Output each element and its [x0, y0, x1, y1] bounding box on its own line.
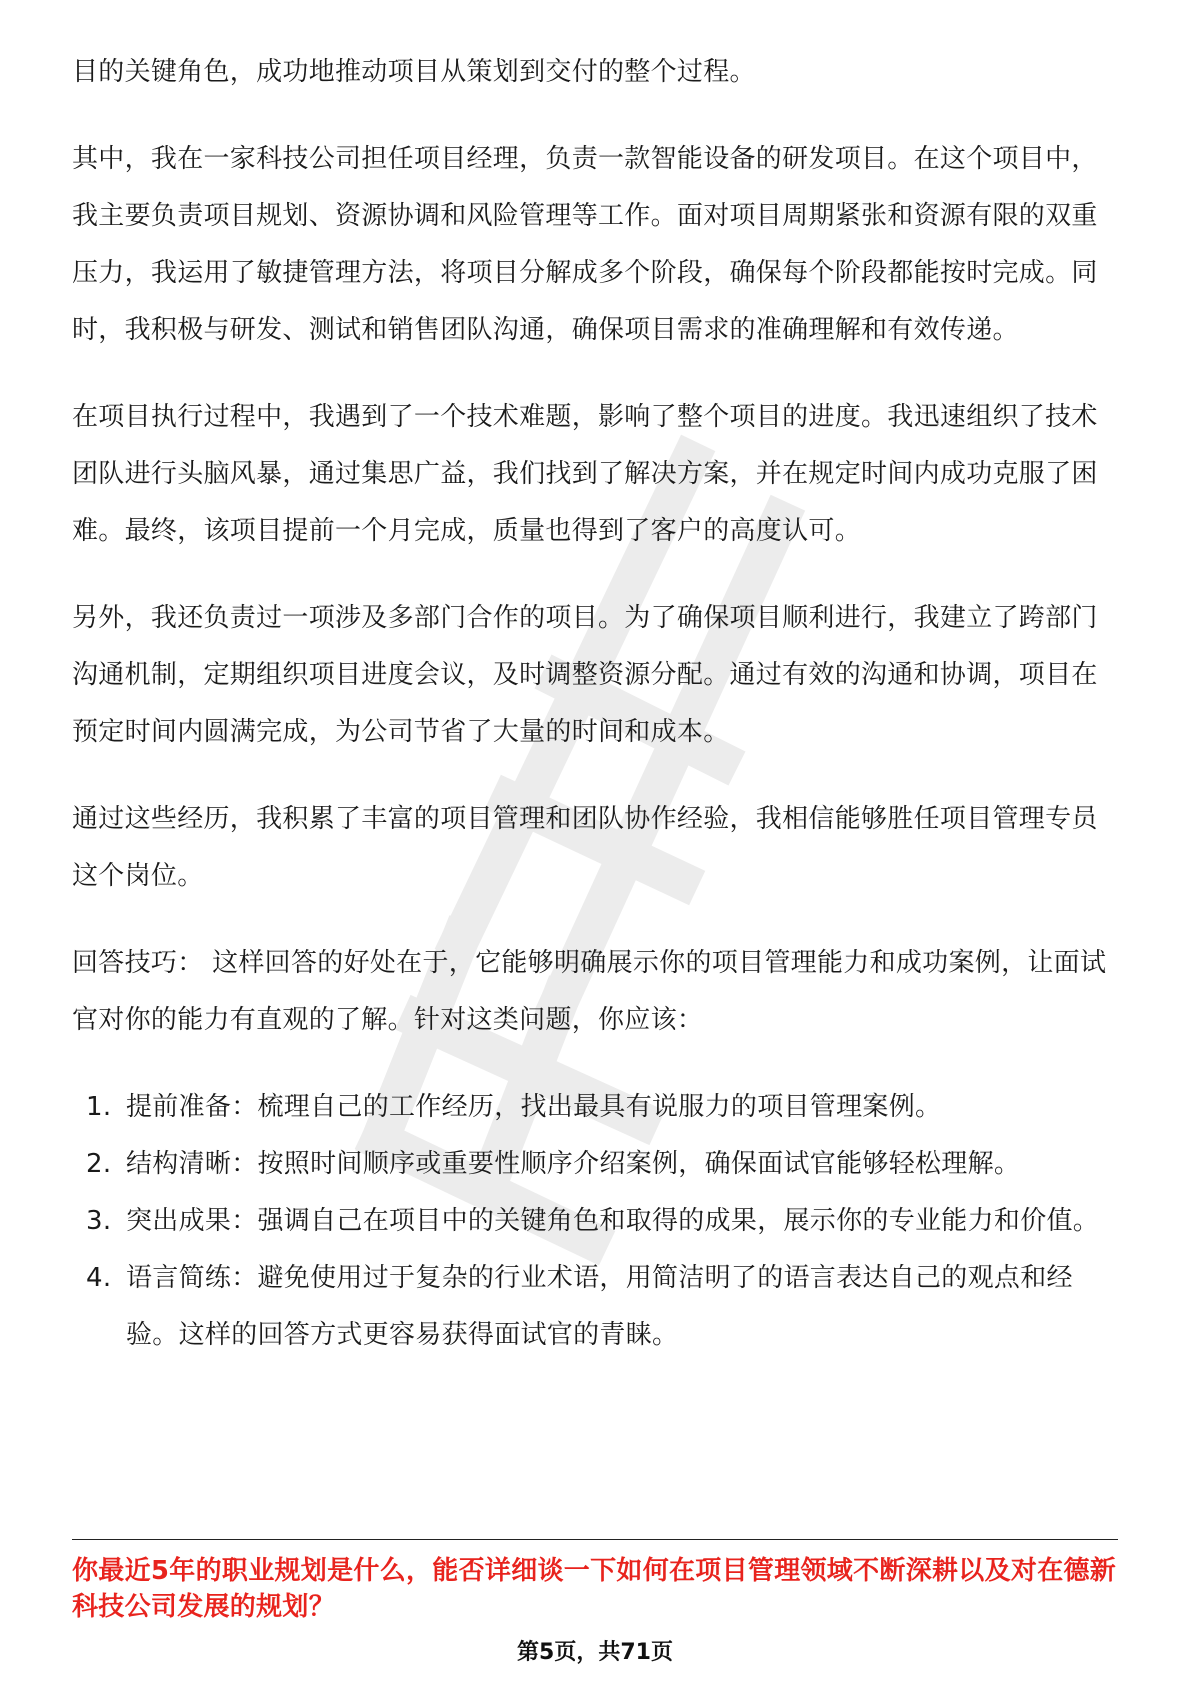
tip-item: [72, 1250, 1118, 1364]
tip-number: 1.: [86, 1092, 112, 1122]
next-question-heading: 你最近5年的职业规划是什么，能否详细谈一下如何在项目管理领域不断深耕以及对在德新科技公司发展的规划？: [72, 1556, 1117, 1622]
paragraph-intro-continued: 目的关键角色，成功地推动项目从策划到交付的整个过程。: [72, 57, 756, 87]
paragraph-summary: 通过这些经历，我积累了丰富的项目管理和团队协作经验，我相信能够胜任项目管理专员这个岗位。: [72, 804, 1098, 891]
paragraph-cross-department: 另外，我还负责过一项涉及多部门合作的项目。为了确保项目顺利进行，我建立了跨部门沟通机制，定期组织项目进度会议，及时调整资源分配。通过有效的沟通和协调，项目在预定时间内圆满完成，为公司节省了大量的时间和成本。: [72, 603, 1098, 747]
tip-item: [72, 1136, 1118, 1193]
tips-list: [72, 1079, 1118, 1364]
page-number-footer: 第5页，共71页: [517, 1640, 673, 1665]
tip-number: 4.: [86, 1263, 112, 1293]
tip-item: [72, 1079, 1118, 1136]
tip-item: [72, 1193, 1118, 1250]
tip-number: 2.: [86, 1149, 112, 1179]
paragraph-answer-tips: 回答技巧： 这样回答的好处在于，它能够明确展示你的项目管理能力和成功案例，让面试官对你的能力有直观的了解。针对这类问题，你应该：: [72, 948, 1107, 1035]
paragraph-technical-challenge: 在项目执行过程中，我遇到了一个技术难题，影响了整个项目的进度。我迅速组织了技术团队进行头脑风暴，通过集思广益，我们找到了解决方案，并在规定时间内成功克服了困难。最终，该项目提前一个月完成，质量也得到了客户的高度认可。: [72, 402, 1098, 546]
tip-text: 结构清晰：按照时间顺序或重要性顺序介绍案例，确保面试官能够轻松理解。: [126, 1149, 1021, 1179]
tip-number: 3.: [86, 1206, 112, 1236]
tip-text: 突出成果：强调自己在项目中的关键角色和取得的成果，展示你的专业能力和价值。: [126, 1206, 1100, 1236]
document-body: [72, 44, 1118, 1364]
section-divider: [72, 1539, 1118, 1540]
paragraph-tech-project: 其中，我在一家科技公司担任项目经理，负责一款智能设备的研发项目。在这个项目中，我主要负责项目规划、资源协调和风险管理等工作。面对项目周期紧张和资源有限的双重压力，我运用了敏捷管理方法，将项目分解成多个阶段，确保每个阶段都能按时完成。同时，我积极与研发、测试和销售团队沟通，确保项目需求的准确理解和有效传递。: [72, 144, 1098, 345]
tip-text: 语言简练：避免使用过于复杂的行业术语，用简洁明了的语言表达自己的观点和经验。这样的回答方式更容易获得面试官的青睐。: [126, 1263, 1073, 1350]
tip-text: 提前准备：梳理自己的工作经历，找出最具有说服力的项目管理案例。: [126, 1092, 942, 1122]
